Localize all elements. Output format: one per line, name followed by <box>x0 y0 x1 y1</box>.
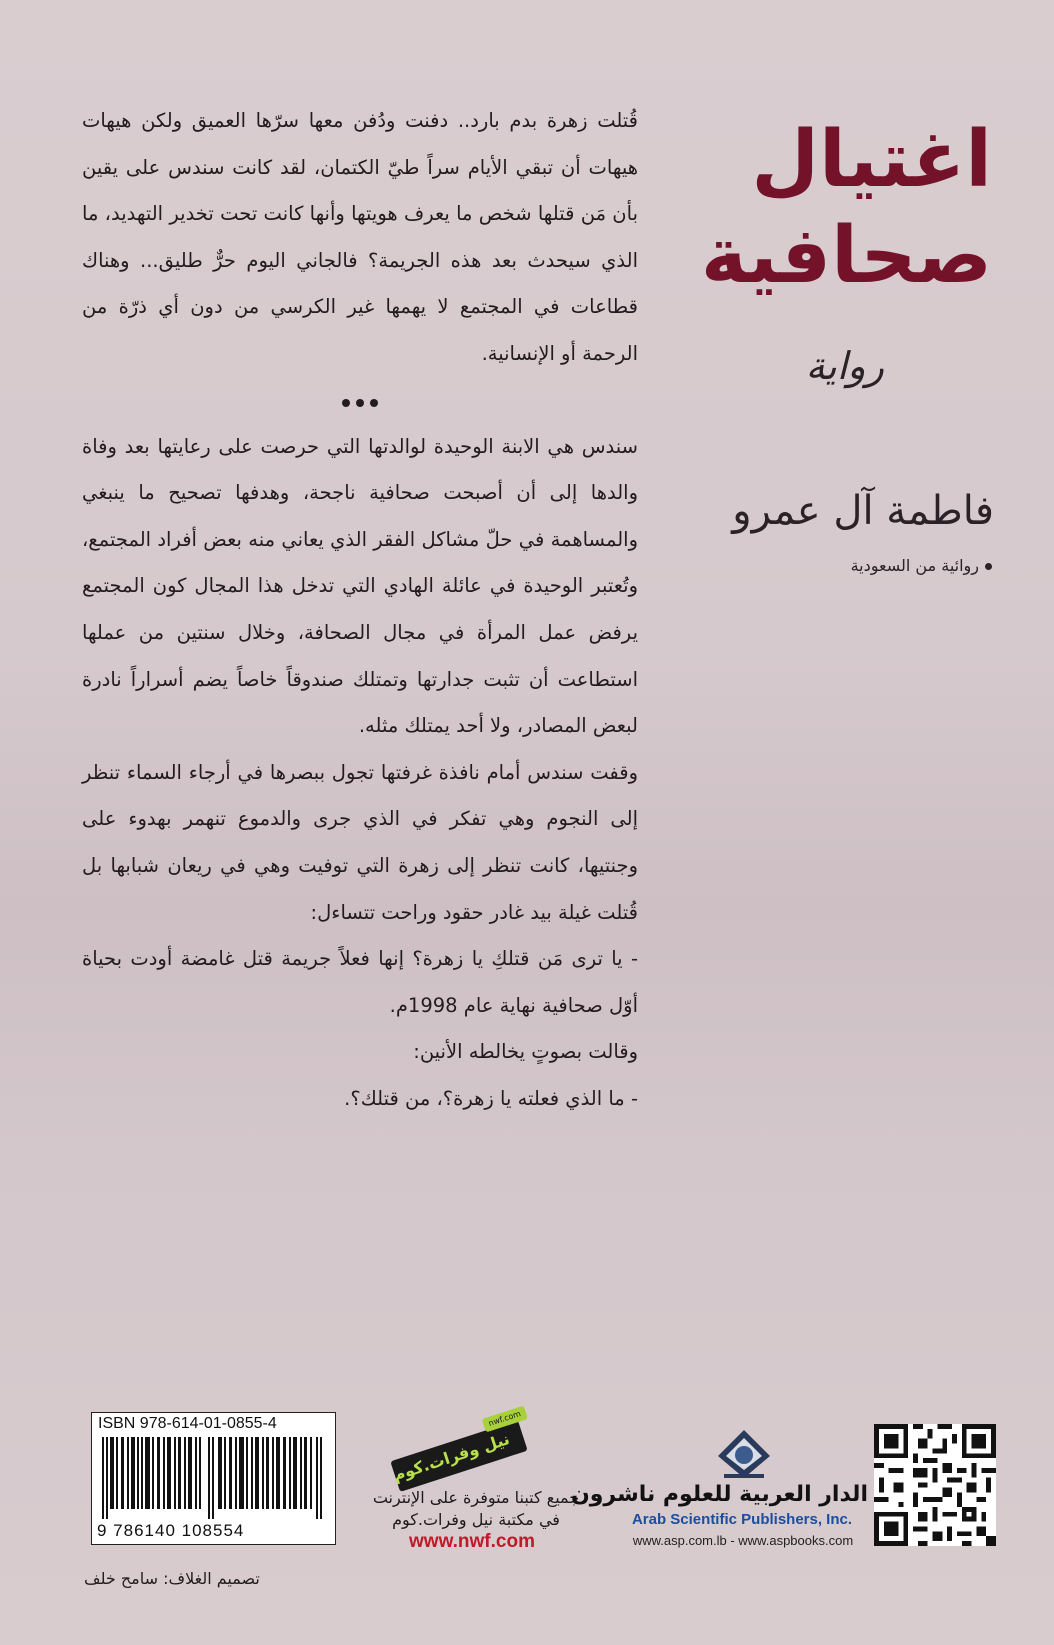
blurb-paragraph-6: - ما الذي فعلته يا زهرة؟، من قتلك؟. <box>344 1086 638 1110</box>
title-line-2: صحافية <box>700 211 992 301</box>
publisher-websites: www.asp.com.lb - www.aspbooks.com <box>632 1533 854 1548</box>
nwf-line-1: جميع كتبنا متوفرة على الإنترنت <box>372 1488 580 1507</box>
nwf-tag-logo <box>390 1409 527 1492</box>
dot-icon <box>342 399 350 407</box>
isbn-label: ISBN 978-614-01-0855-4 <box>98 1415 277 1432</box>
book-title <box>662 112 992 304</box>
nwf-tag-small: nwf.com <box>482 1406 528 1433</box>
blurb-paragraph-1: قُتلت زهرة بدم بارد.. دفنت ودُفن معها سرّها العميق ولكن هيهات هيهات أن تبقي الأيام سراً طيّ الكتمان، لقد كانت سندس على يقين بأن مَن قتلها شخص ما يعرف هويتها وأنها كانت تحت تخدير التهديد، ما الذي سيحدث بعد هذه الجريمة؟ فالجاني اليوم حرٌّ طليق... وهناك قطاعات في المجتمع لا يهمها غير الكرسي من دون أي ذرّة من الرحمة أو الإنسانية. <box>82 109 638 365</box>
isbn-number: 9 786140 108554 <box>97 1521 245 1540</box>
publisher-logo-icon <box>716 1428 772 1480</box>
cover-design-credit: تصميم الغلاف: سامح خلف <box>84 1569 260 1588</box>
blurb-text <box>82 98 638 1122</box>
blurb-paragraph-5: وقالت بصوتٍ يخالطه الأنين: <box>413 1040 638 1064</box>
blurb-paragraph-2: سندس هي الابنة الوحيدة لوالدتها التي حرصت على رعايتها بعد وفاة والدها إلى أن أصبحت صحافية ناجحة، وهدفها تصحيح ما ينبغي والمساهمة في حلّ مشاكل الفقر الذي يعاني منه بعض أفراد المجتمع، وتُعتبر الوحيدة في عائلة الهادي التي تدخل هذا المجال كون المجتمع يرفض عمل المرأة في مجال الصحافة، وخلال سنتين من عملها استطاعت أن تثبت جدارتها وتمتلك صندوقاً خاصاً يضم أسراراً نادرة لبعض المصادر، ولا أحد يمتلك مثله. <box>82 434 638 738</box>
section-separator <box>82 378 638 424</box>
nwf-availability <box>360 1487 592 1531</box>
title-line-1: اغتيال <box>751 115 992 205</box>
blurb-paragraph-3: وقفت سندس أمام نافذة غرفتها تجول ببصرها في أرجاء السماء تنظر إلى النجوم وهي تفكر في الذي جرى والدموع تنهمر بهدوء على وجنتيها، كانت تنظر إلى زهرة التي توفيت وهي في ريعان شبابها بل قُتلت غيلة بيد غادر حقود وراحت تتساءل: <box>82 760 638 924</box>
barcode-bars <box>100 1437 326 1519</box>
nwf-line-2: في مكتبة نيل وفرات.كوم <box>392 1510 560 1529</box>
nwf-tag-text: نيل وفرات.كوم <box>390 1429 512 1485</box>
publisher-name-en: Arab Scientific Publishers, Inc. <box>631 1511 853 1528</box>
isbn-barcode <box>91 1412 336 1545</box>
qr-code-icon <box>874 1424 996 1546</box>
nwf-url: www.nwf.com <box>409 1531 535 1552</box>
author-note-text: روائية من السعودية <box>850 556 979 575</box>
dot-icon <box>356 399 364 407</box>
genre-label: رواية <box>805 344 884 388</box>
blurb-paragraph-4: - يا ترى مَن قتلكِ يا زهرة؟ إنها فعلاً جريمة قتل غامضة أودت بحياة أوّل صحافية نهاية عام 1998م. <box>82 947 638 1017</box>
author-name: فاطمة آل عمرو <box>732 488 994 534</box>
dot-icon <box>370 399 378 407</box>
bullet-icon <box>985 563 992 570</box>
author-note <box>851 556 992 575</box>
publisher-name-ar: الدار العربية للعلوم ناشرون <box>570 1482 868 1507</box>
